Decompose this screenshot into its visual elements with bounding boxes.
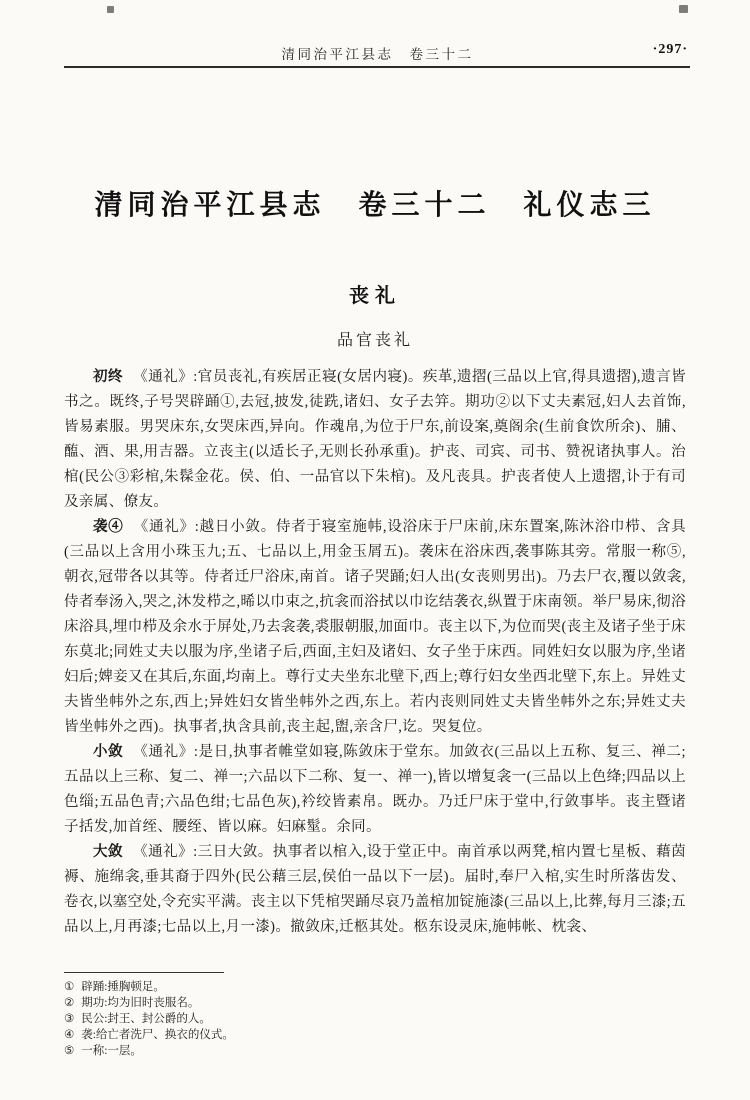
- footnote-text: 袭:给亡者洗尸、换衣的仪式。: [81, 1029, 234, 1041]
- footnote-marker: ⑤: [64, 1045, 75, 1057]
- footnote-text: 期功:均为旧时丧服名。: [81, 997, 200, 1009]
- paragraph-body: 《通礼》:官员丧礼,有疾居正寝(女居内寝)。疾革,遗摺(三品以上官,得具遗摺),遗言皆书之。既终,子号哭辟踊①,去冠,披发,徒跣,诸妇、女子去笄。期功②以下丈夫素冠,妇人去首饰,皆易素服。男哭床东,女哭床西,异向。作魂帛,为位于尸东,前设案,奠阁余(生前食饮所余)、脯、醢、酒、果,用吉器。立丧主(以适长子,无则长孙承重)。护丧、司宾、司书、赞祝诸执事人。治棺(民公③彩棺,朱髹金花。侯、伯、一品官以下朱棺)。及凡丧具。护丧者使人上遗摺,讣于有司及亲属、僚友。: [64, 369, 686, 510]
- footnote: [64, 1011, 686, 1027]
- footnote: [64, 995, 686, 1011]
- paragraph-lead: 小敛: [93, 744, 124, 760]
- chapter-title: 清同治平江县志 卷三十二 礼仪志三: [94, 190, 656, 221]
- paragraph: [64, 840, 686, 940]
- section-title: 丧礼: [349, 285, 401, 307]
- footnote-marker: ①: [64, 981, 75, 993]
- footnote: [64, 1043, 686, 1059]
- paragraph: [64, 365, 686, 515]
- footnote-rule: [64, 972, 224, 973]
- paragraph: [64, 740, 686, 840]
- footnote: [64, 1027, 686, 1043]
- page-header: [65, 43, 690, 63]
- paragraph-lead: 初终: [93, 369, 124, 385]
- paragraph-body: 《通礼》:越日小敛。侍者于寝室施帏,设浴床于尸床前,床东置案,陈沐浴巾栉、含具(三品以上含用小珠玉九;五、七品以上,用金玉屑五)。袭床在浴床西,袭事陈其旁。常服一称⑤,朝衣,冠带各以其等。侍者迁尸浴床,南首。诸子哭踊;妇人出(女丧则男出)。乃去尸衣,覆以敛衾,侍者奉汤入,哭之,沐发栉之,晞以巾束之,抗衾而浴拭以巾讫结袭衣,纵置于床南领。举尸易床,彻浴床浴具,埋巾栉及余水于屏处,乃去衾袭,裘服朝服,加面巾。丧主以下,为位而哭(丧主及诸子坐于床东莫北;同姓丈夫以服为序,坐诸子后,西面,主妇及诸妇、女子坐于床西。同姓妇女以服为序,坐诸妇后;婢妾又在其后,东面,均南上。尊行丈夫坐东北壁下,西上;尊行妇女坐西北壁下,东上。异姓丈夫皆坐帏外之东,西上;异姓妇女皆坐帏外之西,东上。若内丧则同姓丈夫皆坐帏外之东;异姓丈夫皆坐帏外之西)。执事者,执含具前,丧主起,盥,亲含尸,讫。哭复位。: [64, 519, 686, 735]
- footnote-marker: ④: [64, 1029, 75, 1041]
- footnotes: [64, 972, 686, 1059]
- paragraph-lead: 大敛: [93, 844, 124, 860]
- body-text: [64, 365, 686, 940]
- footnote-text: 辟踊:捶胸顿足。: [81, 981, 165, 993]
- page-number: ·297·: [652, 42, 688, 57]
- paragraph-body: 《通礼》:是日,执事者帷堂如寝,陈敛床于堂东。加敛衣(三品以上五称、复三、禅二;五品以上三称、复二、禅一;六品以下二称、复一、禅一),皆以增复衾一(三品以上色绛;四品以上色缁;五品色青;六品色绀;七品色灰),衿绞皆素帛。既办。乃迁尸床于堂中,行敛事毕。丧主暨诸子括发,加首绖、腰绖、皆以麻。妇麻髽。余同。: [64, 744, 686, 835]
- paragraph-lead: 袭④: [93, 519, 124, 535]
- footnote-marker: ②: [64, 997, 75, 1009]
- scan-artifact: [679, 5, 688, 13]
- paragraph: [64, 515, 686, 740]
- footnote-marker: ③: [64, 1013, 75, 1025]
- footnote: [64, 979, 686, 995]
- footnote-text: 一称:一层。: [81, 1045, 142, 1057]
- subsection-title: 品官丧礼: [336, 332, 413, 349]
- scan-artifact: [107, 6, 114, 13]
- running-title: 清同治平江县志 卷三十二: [281, 47, 474, 62]
- footnote-text: 民公:封王、封公爵的人。: [81, 1013, 211, 1025]
- paragraph-body: 《通礼》:三日大敛。执事者以棺入,设于堂正中。南首承以两凳,棺内置七星板、藉茵褥、施绵衾,垂其裔于四外(民公藉三层,侯伯一品以下一层)。届时,奉尸入棺,实生时所落齿发、卷衣,以塞空处,令充实平满。丧主以下凭棺哭踊尽哀乃盖棺加锭施漆(三品以上,比葬,每月三漆;五品以上,月再漆;七品以上,月一漆)。撤敛床,迁柩其处。柩东设灵床,施帏帐、枕衾、: [64, 844, 686, 935]
- header-rule: [64, 66, 690, 68]
